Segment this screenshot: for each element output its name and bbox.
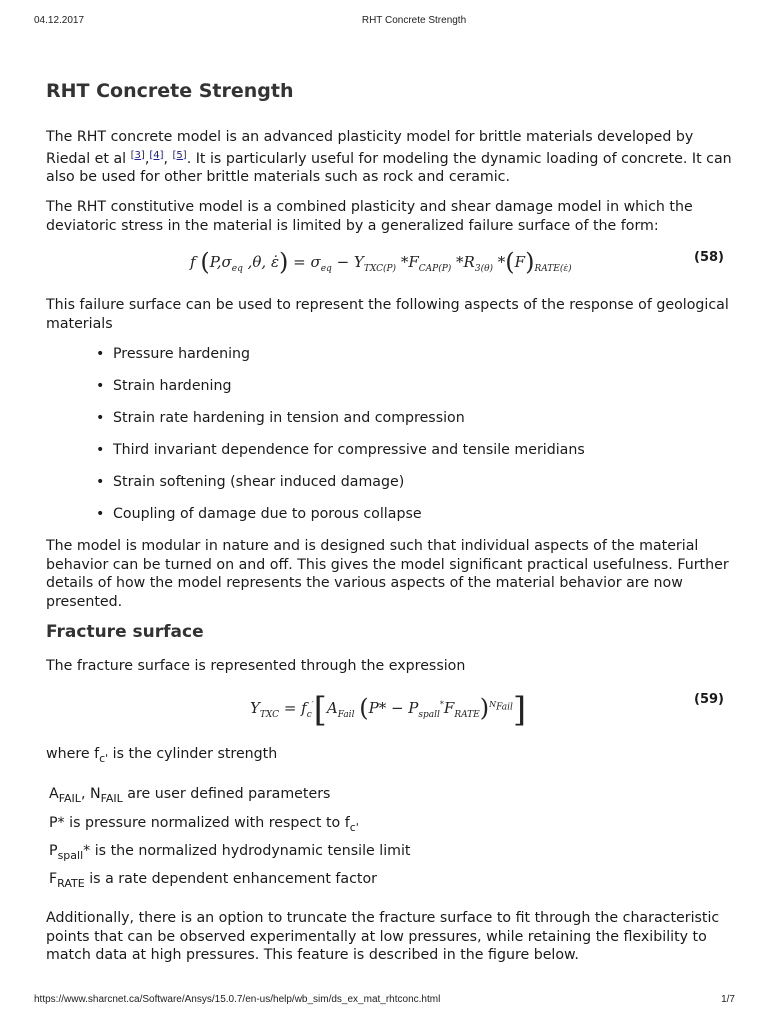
param-afail-nfail: $A_{FAIL}$, $N_{FAIL}$ are user defined parameters	[49, 786, 331, 805]
list-item: • Coupling of damage due to porous collapse	[46, 505, 736, 537]
equation-58	[46, 248, 724, 288]
page-url[interactable]: https://www.sharcnet.ca/Software/Ansys/15.0.7/en-us/help/wb_sim/ds_ex_mat_rhtconc.html	[34, 994, 441, 1005]
param-pspall: $P_{spall}*$ is the normalized hydrodynamic tensile limit	[49, 843, 411, 862]
equation-59	[46, 690, 724, 730]
param-pstar: P* is pressure normalized with respect to $f_{c'}$	[49, 815, 359, 834]
equation-58-formula: f ($P,\sigma_{eq}$ ,θ, ε̇) = $\sigma_{eq} - Y_{TXC(P)}$ $*F_{CAP(P)}$ $*R_{3(\theta)}$ $*(F)_{RATE(\varepsiloṅ)}$	[190, 248, 572, 276]
equation-59-formula: $Y_{TXC} = f_c'[A_{Fail}$ $(P* - P_{spall}^*F_{RATE})^{N_{Fail}}$]	[250, 690, 527, 730]
equation-number: (59)	[694, 692, 724, 707]
where-line: where $f_{c'}$ is the cylinder strength	[46, 746, 278, 765]
intro-paragraph: The RHT concrete model is an advanced plasticity model for brittle materials developed by Riedal et al [3],[4], [5]. It is particularly useful for modeling the dynamic loading of concrete. It can also be used for other brittle materials such as rock and ceramic.	[46, 129, 732, 185]
reference-link-5[interactable]: [5]	[172, 149, 187, 161]
list-item: • Strain rate hardening in tension and compression	[46, 409, 736, 441]
page-number: 1/7	[721, 994, 735, 1005]
aspects-intro: This failure surface can be used to represent the following aspects of the response of geological materials	[46, 297, 729, 332]
page-title: RHT Concrete Strength	[46, 80, 294, 102]
constitutive-paragraph: The RHT constitutive model is a combined plasticity and shear damage model in which the deviatoric stress in the material is limited by a generalized failure surface of the form:	[46, 199, 693, 234]
aspects-list	[46, 345, 736, 537]
param-frate: $F_{RATE}$ is a rate dependent enhancement factor	[49, 871, 377, 890]
section-heading: Fracture surface	[46, 622, 204, 642]
list-item: • Third invariant dependence for compressive and tensile meridians	[46, 441, 736, 473]
reference-link-3[interactable]: [3]	[130, 149, 145, 161]
list-item: • Strain hardening	[46, 377, 736, 409]
print-date: 04.12.2017	[34, 15, 85, 26]
equation-number: (58)	[694, 250, 724, 265]
additional-paragraph: Additionally, there is an option to truncate the fracture surface to fit through the characteristic points that can be observed experimentally at low pressures, while retaining the flexibility to match data at high pressures. This feature is described in the figure below.	[46, 910, 720, 963]
reference-link-4[interactable]: [4]	[149, 149, 164, 161]
list-item: • Strain softening (shear induced damage)	[46, 473, 736, 505]
modular-paragraph: The model is modular in nature and is designed such that individual aspects of the material behavior can be turned on and off. This gives the model significant practical usefulness. Further details of how the model represents the various aspects of the material behavior are now presented.	[46, 538, 729, 610]
list-item: • Pressure hardening	[46, 345, 736, 377]
fracture-intro: The fracture surface is represented through the expression	[46, 658, 466, 674]
print-title: RHT Concrete Strength	[361, 15, 467, 26]
